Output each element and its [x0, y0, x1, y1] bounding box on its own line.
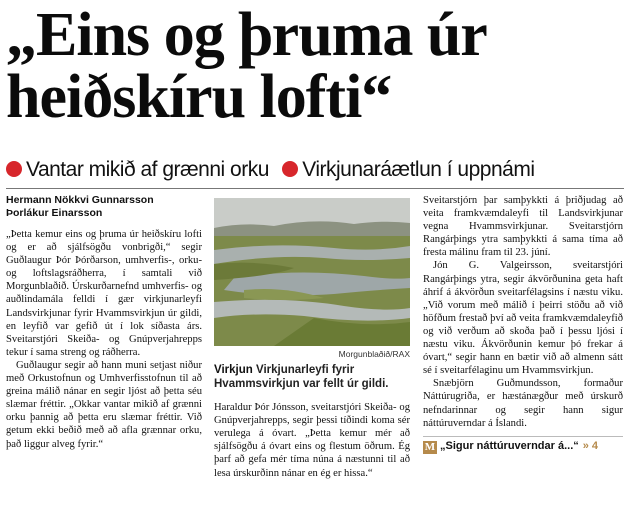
- mbl-logo-icon: M: [424, 440, 436, 453]
- page-ref[interactable]: » 4: [582, 439, 599, 452]
- divider: [6, 188, 624, 189]
- author-1: Hermann Nökkvi Gunnarsson: [6, 194, 154, 206]
- byline: [6, 194, 202, 220]
- landscape-photo: [214, 198, 410, 346]
- column-2: [214, 198, 410, 480]
- red-bullet-icon: [6, 161, 22, 177]
- photo-credit: Morgunblaðið/RAX: [338, 349, 410, 359]
- subhead-1: Vantar mikið af grænni orku: [26, 158, 269, 181]
- paragraph: Guðlaugur segir að hann muni setjast niður með Orkustofnun og Umhverfisstofnun til að greina málið nánar en segir ljóst að þetta séu slæmar fréttir. „Okkar vantar mikið af grænni orku þannig að þetta eru slæmar fréttir. Við getum ekki beðið með að afla grænnar orku, það liggur alveg fyrir.“: [6, 359, 202, 450]
- caption-text: Virkjunarleyfi fyrir Hvammsvirkjun var fellt úr gildi.: [214, 364, 389, 390]
- subhead-2: Virkjunaráætlun í uppnámi: [302, 158, 535, 181]
- subheads: [6, 157, 626, 183]
- teaser-text[interactable]: „Sigur náttúruverndar á...“: [440, 439, 579, 452]
- paragraph: „Þetta kemur eins og þruma úr heiðskíru lofti og er að sjálfsögðu vonbrigði,“ segir Guðlaugur Þór Þórðarson, umhverfis-, orku- og loftslagsráðherra, í samtali við Morgunblaðið. Úrskurðarnefnd umhverfis- og auðlindamála felldi í gær virkjunarleyfi Landsvirkjunar fyrir Hvammsvirkjun úr gildi, en leyfið var gefið út í lok síðasta árs. Sveitarstjóri Skeiða- og Gnúpverjahrepps tekur í sama streng og ráðherra.: [6, 229, 202, 358]
- headline: „Eins og þruma úr heiðskíru lofti“: [6, 1, 486, 131]
- red-bullet-icon: [282, 161, 298, 177]
- paragraph: Snæbjörn Guðmundsson, formaður Náttúrugriða, er hæstánægður með úrskurð nefndarinnar og segir hann sigur náttúruverndar á Íslandi.: [423, 378, 623, 429]
- photo-image: [214, 198, 410, 346]
- caption-lead: Virkjun: [214, 364, 253, 377]
- paragraph: Jón G. Valgeirsson, sveitarstjóri Rangárþings ytra, segir ákvörðunina geta haft áhrif á ákvörðun sveitarfélagsins í næstu viku. „Við vorum með málið í þeirri stöðu að við höfðum frestað því að veita framkvæmdaleyfið og við verðum að skoða það í þessu ljósi í næstu viku. Ákvörðunin kemur þó frekar á óvart,“ segir hann en bætir við að almenn sátt sé í sveitarfélaginu um Hvammsvirkjun.: [423, 260, 623, 377]
- column-1: [6, 194, 202, 451]
- photo-caption: [214, 364, 410, 391]
- author-2: Þorlákur Einarsson: [6, 207, 103, 219]
- paragraph: Haraldur Þór Jónsson, sveitarstjóri Skeiða- og Gnúpverjahrepps, segir þessi tíðindi koma sér verulega á óvart. „Þetta kemur mér að sjálfsögðu á óvart eins og flestum öðrum. Ég þarf að gefa mér tíma núna á næstunni til að lesa úrskurðinn nánar en ég er hissa.“: [214, 402, 410, 479]
- continued-teaser[interactable]: [423, 436, 623, 454]
- column-3: [423, 194, 623, 454]
- paragraph: Sveitarstjórn þar samþykkti á þriðjudag að veita framkvæmdaleyfi til Landsvirkjunar vegna Hvammsvirkjunar. Sveitarstjórn Rangárþings ytra samþykkti á sama tíma að fresta málinu fram til 23. júní.: [423, 195, 623, 259]
